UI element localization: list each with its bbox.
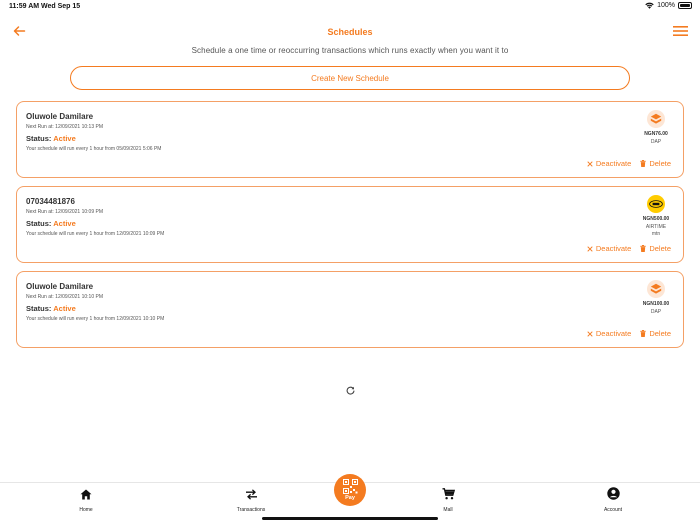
delete-button[interactable] (640, 159, 671, 168)
delete-label: Delete (649, 159, 671, 168)
status-value: Active (53, 134, 76, 143)
schedule-actions (587, 159, 671, 168)
pay-button[interactable] (334, 474, 366, 506)
schedule-next-run: Next Run at: 12/09/2021 10:10 PM (26, 294, 103, 300)
deactivate-button[interactable] (587, 329, 631, 338)
schedule-type: AIRTIME (645, 224, 667, 230)
deactivate-label: Deactivate (595, 159, 632, 168)
schedule-card[interactable] (16, 101, 684, 178)
schedule-status (26, 134, 76, 143)
schedule-type: DAP (650, 309, 662, 315)
status-label: Status: (26, 304, 52, 313)
schedule-provider: mtn (651, 231, 661, 237)
tab-account-label: Account (603, 507, 623, 513)
trash-icon (640, 160, 646, 167)
close-icon (587, 331, 593, 337)
pay-label: Pay (345, 495, 355, 501)
delete-button[interactable] (640, 244, 671, 253)
schedule-next-run: Next Run at: 12/09/2021 10:13 PM (26, 124, 103, 130)
dap-logo-icon (647, 280, 665, 298)
home-indicator (262, 517, 438, 520)
schedule-name: Oluwole Damilare (26, 112, 94, 121)
delete-label: Delete (649, 244, 671, 253)
qr-code-icon (343, 479, 358, 494)
tab-transactions[interactable] (221, 487, 281, 513)
home-icon (80, 489, 92, 500)
provider-info (638, 195, 674, 237)
wifi-icon (645, 2, 654, 9)
schedule-status (26, 304, 76, 313)
schedule-actions (587, 244, 671, 253)
deactivate-label: Deactivate (595, 244, 632, 253)
deactivate-button[interactable] (587, 159, 631, 168)
schedule-description: Your schedule will run every 1 hour from 12/09/2021 10:09 PM (26, 231, 165, 237)
status-label: Status: (26, 219, 52, 228)
close-icon (587, 246, 593, 252)
status-value: Active (53, 304, 76, 313)
tab-home-label: Home (79, 507, 93, 513)
page-title: Schedules (327, 27, 373, 37)
close-icon (587, 161, 593, 167)
trash-icon (640, 245, 646, 252)
tab-transactions-label: Transactions (236, 507, 266, 513)
deactivate-label: Deactivate (595, 329, 632, 338)
schedule-card[interactable] (16, 271, 684, 348)
tab-mall-label: Mall (443, 507, 453, 513)
trash-icon (640, 330, 646, 337)
status-right (645, 2, 692, 9)
schedule-next-run: Next Run at: 12/09/2021 10:09 PM (26, 209, 103, 215)
schedule-description: Your schedule will run every 1 hour from 05/09/2021 5:06 PM (26, 146, 162, 152)
shopping-cart-icon (442, 488, 455, 500)
tab-home[interactable] (56, 487, 116, 513)
schedule-amount: NGN500.00 (642, 216, 670, 222)
status-label: Status: (26, 134, 52, 143)
schedule-status (26, 219, 76, 228)
provider-info (638, 110, 674, 145)
schedule-amount: NGN76.00 (644, 131, 668, 137)
schedule-card[interactable] (16, 186, 684, 263)
mtn-logo-icon (647, 195, 665, 213)
tab-mall[interactable] (418, 487, 478, 513)
deactivate-button[interactable] (587, 244, 631, 253)
delete-label: Delete (649, 329, 671, 338)
account-icon (607, 487, 620, 500)
swap-arrows-icon (245, 489, 258, 500)
tab-account[interactable] (583, 487, 643, 513)
dap-logo-icon (647, 110, 665, 128)
schedule-name: 07034481876 (26, 197, 75, 206)
schedule-actions (587, 329, 671, 338)
header (0, 20, 700, 44)
schedule-name: Oluwole Damilare (26, 282, 94, 291)
delete-button[interactable] (640, 329, 671, 338)
refresh-icon[interactable] (346, 386, 355, 395)
menu-icon[interactable] (673, 25, 688, 37)
schedule-description: Your schedule will run every 1 hour from 12/09/2021 10:10 PM (26, 316, 165, 322)
status-time: 11:59 AM (9, 3, 40, 10)
page-subtitle: Schedule a one time or reoccurring transactions which runs exactly when you want it to (191, 46, 509, 55)
battery-percent: 100% (657, 2, 675, 9)
schedule-amount: NGN100.00 (642, 301, 670, 307)
status-bar (0, 0, 700, 14)
schedule-type: DAP (650, 139, 662, 145)
create-new-schedule-button[interactable]: Create New Schedule (70, 66, 630, 90)
status-date: Wed Sep 15 (41, 3, 81, 10)
status-value: Active (53, 219, 76, 228)
provider-info (638, 280, 674, 315)
battery-icon (678, 2, 692, 9)
